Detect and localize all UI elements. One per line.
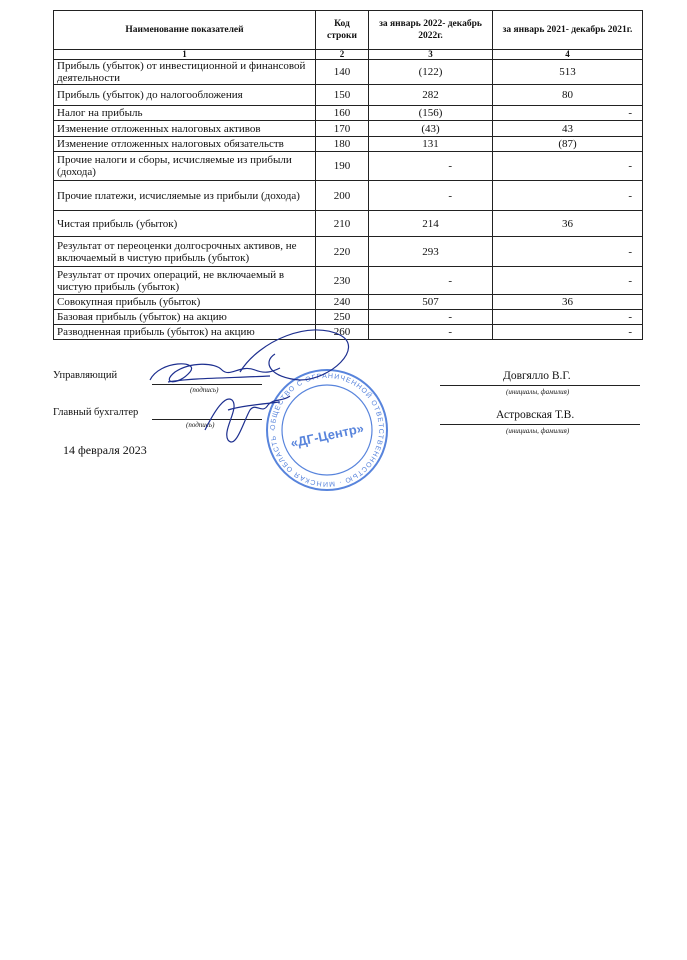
row-name: Налог на прибыль [54, 106, 316, 121]
column-number: 3 [369, 50, 493, 60]
column-number: 2 [316, 50, 369, 60]
row-name: Результат от переоценки долгосрочных активов, не включаемый в чистую прибыль (убыток) [54, 237, 316, 267]
row-code: 140 [316, 60, 369, 85]
row-value-2021: - [493, 181, 643, 211]
row-name: Изменение отложенных налоговых обязательств [54, 137, 316, 152]
row-value-2022: - [369, 181, 493, 211]
row-name: Совокупная прибыль (убыток) [54, 295, 316, 310]
row-name: Чистая прибыль (убыток) [54, 211, 316, 237]
row-name: Изменение отложенных налоговых активов [54, 121, 316, 137]
row-value-2022: 507 [369, 295, 493, 310]
accountant-sign-hint: (подпись) [186, 421, 215, 429]
row-value-2021: - [493, 152, 643, 181]
row-value-2021: - [493, 325, 643, 340]
column-number: 4 [493, 50, 643, 60]
row-value-2021: 36 [493, 211, 643, 237]
stamp-ring-text: ОБЩЕСТВО С ОГРАНИЧЕННОЙ ОТВЕТСТВЕННОСТЬЮ · МИНСКАЯ ОБЛАСТЬ · [269, 372, 385, 488]
row-value-2021: 36 [493, 295, 643, 310]
row-name: Прибыль (убыток) до налогообложения [54, 85, 316, 106]
manager-sign-hint: (подпись) [190, 386, 219, 394]
document-date: 14 февраля 2023 [63, 443, 147, 457]
row-value-2022: - [369, 267, 493, 295]
row-value-2022: - [369, 310, 493, 325]
row-code: 240 [316, 295, 369, 310]
row-code: 160 [316, 106, 369, 121]
row-name: Прибыль (убыток) от инвестиционной и финансовой деятельности [54, 60, 316, 85]
row-value-2021: (87) [493, 137, 643, 152]
row-value-2022: (122) [369, 60, 493, 85]
column-number: 1 [54, 50, 316, 60]
row-name: Прочие платежи, исчисляемые из прибыли (дохода) [54, 181, 316, 211]
row-name: Базовая прибыль (убыток) на акцию [54, 310, 316, 325]
row-name: Прочие налоги и сборы, исчисляемые из прибыли (дохода) [54, 152, 316, 181]
row-name: Разводненная прибыль (убыток) на акцию [54, 325, 316, 340]
row-code: 220 [316, 237, 369, 267]
header-code: Код строки [316, 11, 369, 50]
row-value-2022: 282 [369, 85, 493, 106]
row-value-2022: - [369, 325, 493, 340]
row-code: 200 [316, 181, 369, 211]
header-2022: за январь 2022- декабрь 2022г. [369, 11, 493, 50]
row-value-2021: 513 [493, 60, 643, 85]
row-value-2022: 214 [369, 211, 493, 237]
accountant-label: Главный бухгалтер [53, 407, 139, 418]
header-2021: за январь 2021- декабрь 2021г. [493, 11, 643, 50]
row-value-2021: - [493, 106, 643, 121]
manager-name: Довгялло В.Г. [503, 370, 571, 382]
row-value-2021: 80 [493, 85, 643, 106]
row-code: 180 [316, 137, 369, 152]
row-code: 170 [316, 121, 369, 137]
row-value-2021: - [493, 267, 643, 295]
round-stamp [267, 370, 387, 490]
row-value-2022: (156) [369, 106, 493, 121]
row-code: 250 [316, 310, 369, 325]
row-value-2021: - [493, 310, 643, 325]
row-value-2022: 293 [369, 237, 493, 267]
row-value-2022: 131 [369, 137, 493, 152]
row-code: 230 [316, 267, 369, 295]
row-code: 260 [316, 325, 369, 340]
row-value-2022: - [369, 152, 493, 181]
row-name: Результат от прочих операций, не включаемый в чистую прибыль (убыток) [54, 267, 316, 295]
row-value-2021: - [493, 237, 643, 267]
manager-name-hint: (инициалы, фамилия) [506, 388, 570, 396]
row-code: 210 [316, 211, 369, 237]
accountant-name: Астровская Т.В. [496, 409, 575, 421]
accountant-name-hint: (инициалы, фамилия) [506, 427, 570, 435]
stamp-center-text: «ДГ-Центр» [289, 420, 366, 451]
row-code: 190 [316, 152, 369, 181]
row-code: 150 [316, 85, 369, 106]
row-value-2021: 43 [493, 121, 643, 137]
row-value-2022: (43) [369, 121, 493, 137]
header-name: Наименование показателей [54, 11, 316, 50]
manager-label: Управляющий [53, 370, 118, 381]
